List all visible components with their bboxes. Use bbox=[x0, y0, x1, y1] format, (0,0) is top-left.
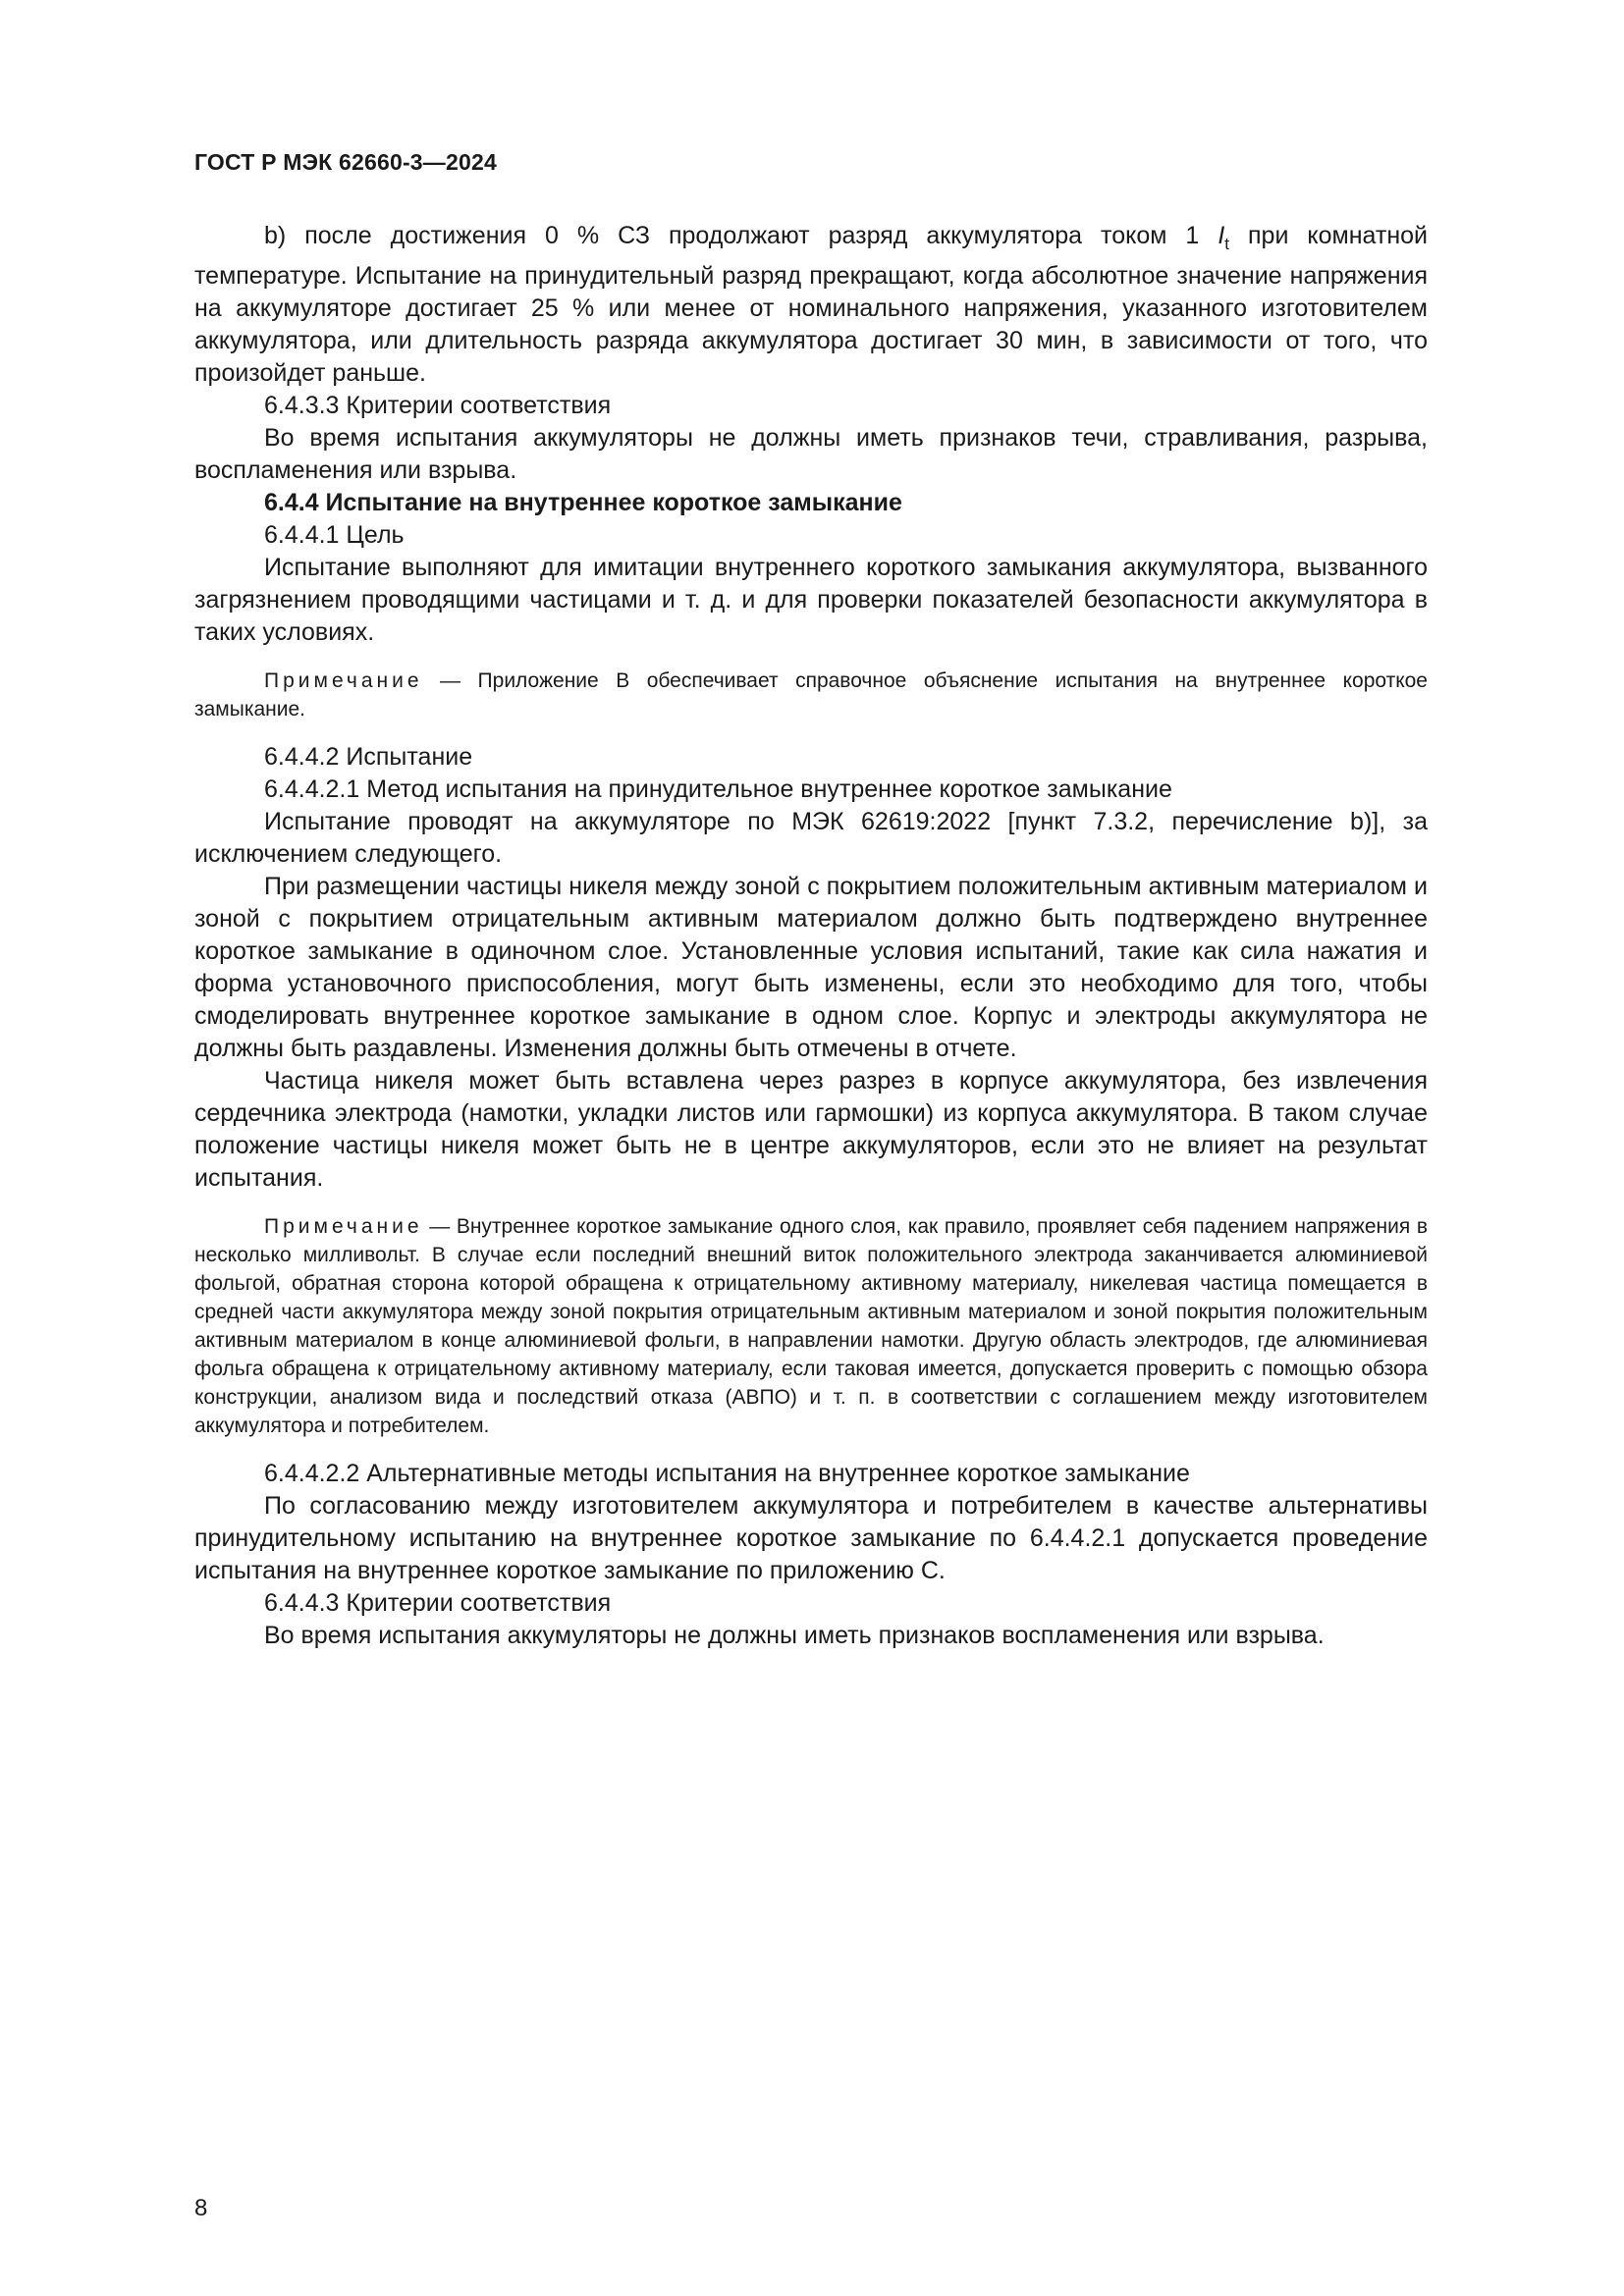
section-6-4-4-2-title: 6.4.4.2 Испытание bbox=[264, 743, 473, 771]
note-2: Примечание — Внутреннее короткое замыкание одного слоя, как правило, проявляет себя падением напряжения в несколько милливольт. В случае если последний внешний виток положительного электрода заканчивается алюминиевой фольгой, обратная сторона которой обращена к отрицательному активному материалу, никелевая частица помещается в средней части аккумулятора между зоной покрытия отрицательным активным материалом и зоной покрытия положительным активным материалом в конце алюминиевой фольги, в направлении намотки. Другую область электродов, где алюминиевая фольга обращена к отрицательному активному материалу, если таковая имеется, допускается проверить с помощью обзора конструкции, анализом вида и последствий отказа (АВПО) и т. п. в соответствии с соглашением между изготовителем аккумулятора и потребителем. bbox=[194, 1215, 1428, 1437]
section-6-4-4-2-1-paragraph-3: Частица никеля может быть вставлена через разрез в корпусе аккумулятора, без извлечения сердечника электрода (намотки, укладки листов или гармошки) из корпуса аккумулятора. В таком случае положение частицы никеля может быть не в центре аккумуляторов, если это не влияет на результат испытания. bbox=[194, 1067, 1428, 1192]
note-1: Примечание — Приложение В обеспечивает справочное объяснение испытания на внутреннее короткое замыкание. bbox=[194, 669, 1428, 721]
section-6-4-4-3-title: 6.4.4.3 Критерии соответствия bbox=[264, 1589, 612, 1617]
section-6-4-3-3-text: Во время испытания аккумуляторы не должны иметь признаков течи, стравливания, разрыва, воспламенения или взрыва. bbox=[194, 424, 1428, 484]
section-6-4-4-1-title: 6.4.4.1 Цель bbox=[264, 521, 405, 549]
note-label: Примечание bbox=[264, 669, 423, 692]
document-body bbox=[194, 220, 1428, 1652]
section-6-4-4-1-text: Испытание выполняют для имитации внутреннего короткого замыкания аккумулятора, вызванного загрязнением проводящими частицами и т. д. и для проверки показателей безопасности аккумулятора в таких условиях. bbox=[194, 554, 1428, 646]
page-number: 8 bbox=[194, 2195, 208, 2221]
section-6-4-3-3-title: 6.4.3.3 Критерии соответствия bbox=[264, 392, 612, 419]
current-symbol: I bbox=[1218, 222, 1225, 249]
section-6-4-4-2-2-text: По согласованию между изготовителем аккумулятора и потребителем в качестве альтернативы принудительному испытанию на внутреннее короткое замыкание по 6.4.4.2.1 допускается проведение испытания на внутреннее короткое замыкание по приложению С. bbox=[194, 1492, 1428, 1584]
section-6-4-4-2-1-paragraph-2: При размещении частицы никеля между зоной с покрытием положительным активным материалом и зоной с покрытием отрицательным активным материалом должно быть подтверждено внутреннее короткое замыкание в одиночном слое. Установленные условия испытаний, такие как сила нажатия и форма установочного приспособления, могут быть изменены, если это необходимо для того, чтобы смоделировать внутреннее короткое замыкание в одном слое. Корпус и электроды аккумулятора не должны быть раздавлены. Изменения должны быть отмечены в отчете. bbox=[194, 873, 1428, 1062]
section-6-4-4-2-1-paragraph-1: Испытание проводят на аккумуляторе по МЭК 62619:2022 [пункт 7.3.2, перечисление b)], за исключением следующего. bbox=[194, 808, 1428, 868]
note-label: Примечание bbox=[264, 1215, 423, 1238]
document-header: ГОСТ Р МЭК 62660-3—2024 bbox=[194, 149, 497, 175]
current-subscript: t bbox=[1224, 235, 1229, 253]
section-6-4-4-2-1-title: 6.4.4.2.1 Метод испытания на принудительное внутреннее короткое замыкание bbox=[264, 775, 1172, 803]
section-6-4-4-2-2-title: 6.4.4.2.2 Альтернативные методы испытания на внутреннее короткое замыкание bbox=[264, 1460, 1190, 1487]
section-6-4-4-3-text: Во время испытания аккумуляторы не должны иметь признаков воспламенения или взрыва. bbox=[264, 1622, 1325, 1649]
paragraph-list-item-b: b) после достижения 0 % СЗ продолжают разряд аккумулятора током 1 $I_t$ при комнатной температуре. Испытание на принудительный разряд прекращают, когда абсолютное значение напряжения на аккумуляторе достигает 25 % или менее от номинального напряжения, указанного изготовителем аккумулятора, или длительность разряда аккумулятора достигает 30 мин, в зависимости от того, что произойдет раньше. bbox=[194, 222, 1428, 387]
section-6-4-4-title: 6.4.4 Испытание на внутреннее короткое замыкание bbox=[264, 489, 902, 516]
